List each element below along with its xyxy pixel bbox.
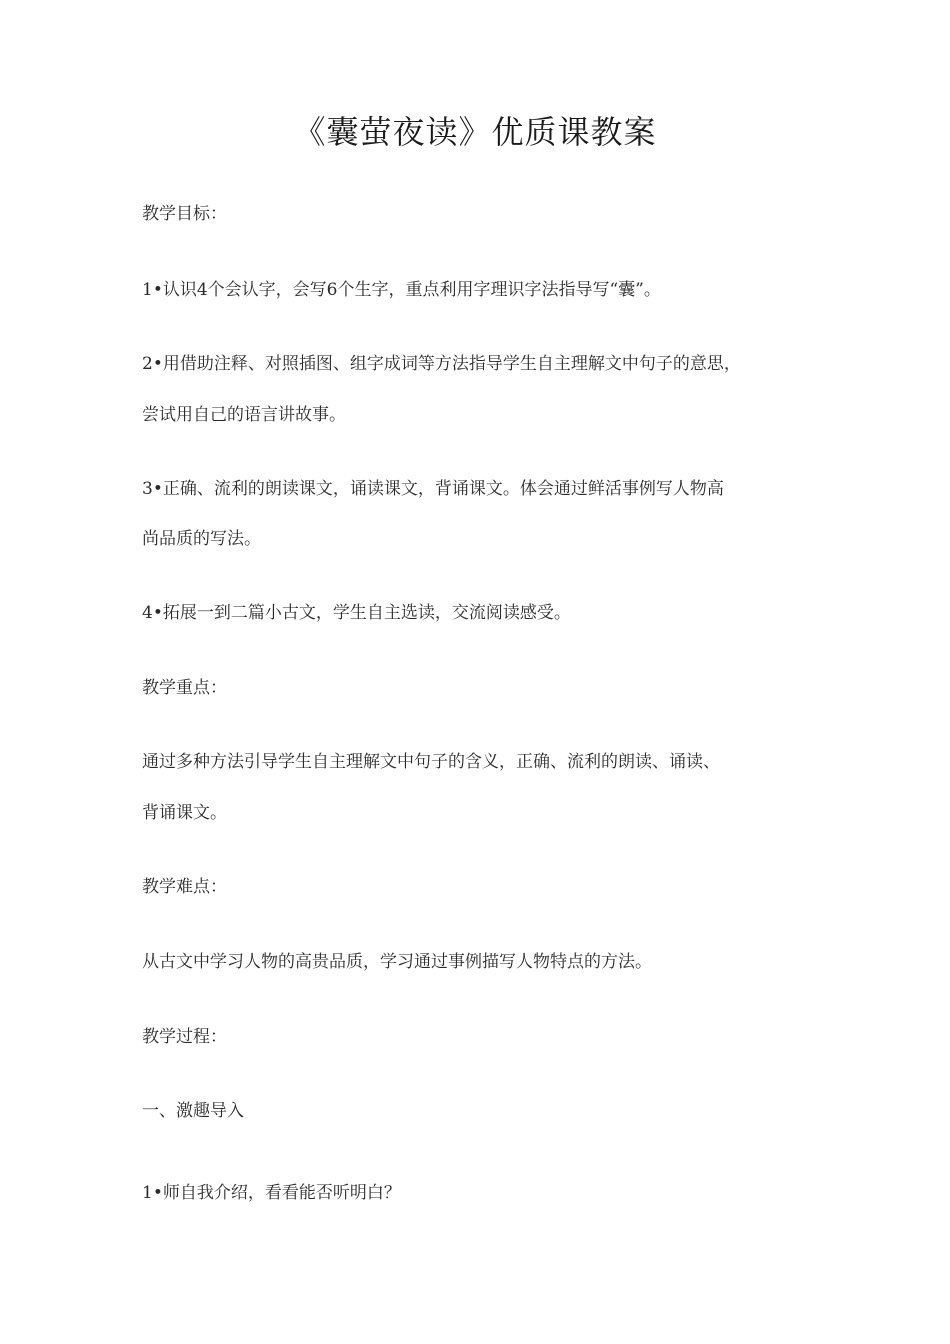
difficulties-text: 从古文中学习人物的高贵品质，学习通过事例描写人物特点的方法。 (142, 952, 652, 972)
objective-3-continued: 尚品质的写法。 (142, 529, 261, 549)
key-points-text-continued: 背诵课文。 (142, 803, 227, 823)
section-heading-process: 教学过程： (142, 1027, 227, 1047)
section-heading-objectives: 教学目标： (142, 204, 227, 224)
objective-2-continued: 尝试用自己的语言讲故事。 (142, 405, 346, 425)
section-heading-difficulties: 教学难点： (142, 877, 227, 897)
objective-4: 4•拓展一到二篇小古文，学生自主选读，交流阅读感受。 (142, 603, 571, 623)
objective-3: 3•正确、流利的朗读课文，诵读课文，背诵课文。体会通过鲜活事例写人物高 (142, 479, 724, 499)
section-heading-key-points: 教学重点： (142, 678, 227, 698)
process-step-heading: 一、激趣导入 (142, 1101, 244, 1121)
process-step-item: 1•师自我介绍，看看能否听明白？ (142, 1183, 401, 1203)
document-title: 《囊萤夜读》优质课教案 (293, 113, 657, 151)
objective-1: 1•认识4个会认字，会写6个生字，重点利用字理识字法指导写“囊”。 (142, 280, 661, 300)
objective-2: 2•用借助注释、对照插图、组字成词等方法指导学生自主理解文中句子的意思， (142, 354, 741, 374)
key-points-text: 通过多种方法引导学生自主理解文中句子的含义，正确、流利的朗读、诵读、 (142, 752, 720, 772)
